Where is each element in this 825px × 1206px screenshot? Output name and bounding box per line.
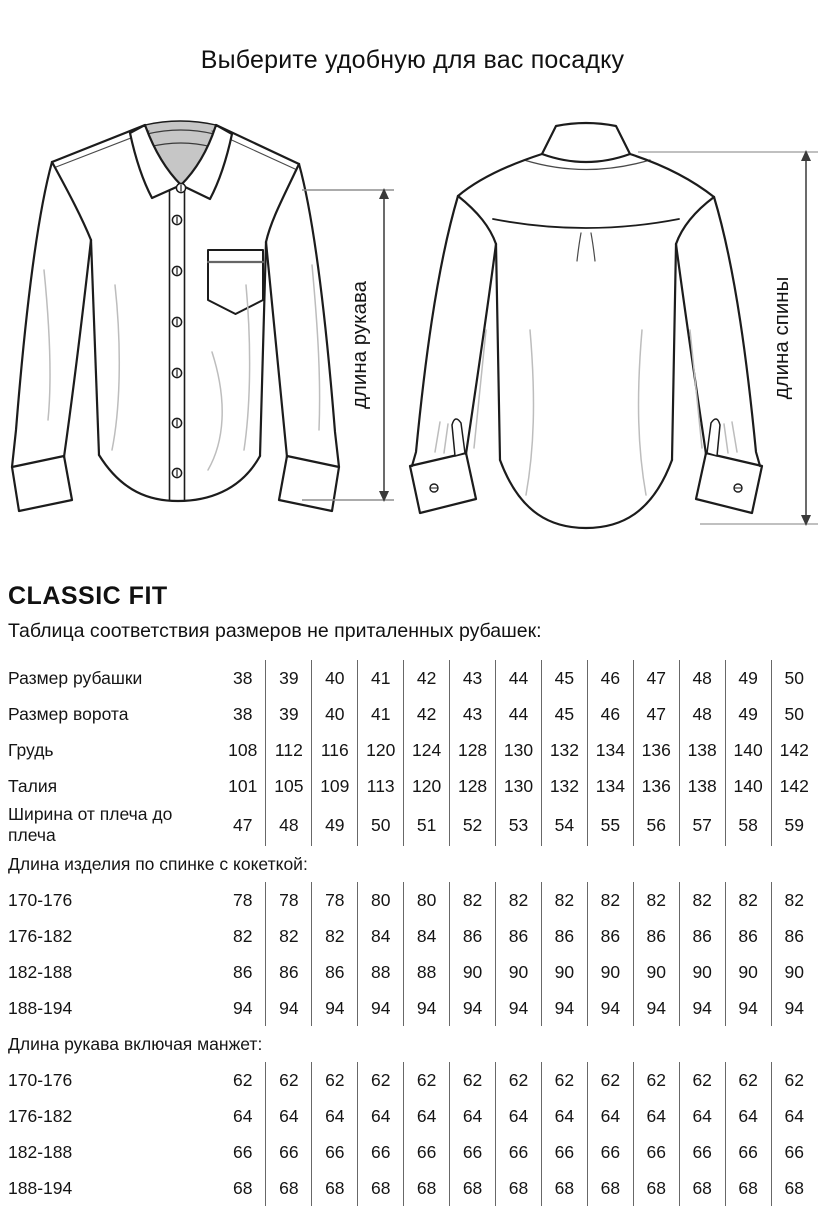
size-value: 47 (633, 660, 679, 696)
size-value: 90 (679, 954, 725, 990)
size-value: 94 (266, 990, 312, 1026)
size-table-body (8, 660, 817, 1206)
size-value: 78 (312, 882, 358, 918)
row-label: 188-194 (8, 997, 73, 1018)
size-value: 90 (771, 954, 817, 990)
size-value: 55 (587, 804, 633, 846)
size-value: 82 (232, 925, 253, 946)
sleeve-length-dimension-arrow (302, 188, 394, 502)
size-value: 86 (312, 954, 358, 990)
size-value: 86 (266, 954, 312, 990)
size-value: 39 (266, 660, 312, 696)
size-value: 64 (679, 1098, 725, 1134)
size-value: 49 (312, 804, 358, 846)
size-value: 94 (587, 990, 633, 1026)
size-value: 66 (679, 1134, 725, 1170)
row-label: 188-194 (8, 1177, 73, 1198)
size-value: 62 (633, 1062, 679, 1098)
size-value: 66 (587, 1134, 633, 1170)
size-value: 66 (541, 1134, 587, 1170)
size-value: 68 (312, 1170, 358, 1206)
table-row (8, 660, 817, 696)
size-value: 68 (771, 1170, 817, 1206)
size-value: 124 (404, 732, 450, 768)
table-row (8, 918, 817, 954)
size-value: 43 (450, 696, 496, 732)
size-value: 116 (312, 732, 358, 768)
front-shirt-drawing (12, 121, 339, 511)
size-value: 62 (679, 1062, 725, 1098)
size-value: 68 (587, 1170, 633, 1206)
size-value: 94 (312, 990, 358, 1026)
size-value: 86 (679, 918, 725, 954)
size-value: 58 (725, 804, 771, 846)
row-label: 176-182 (8, 1105, 73, 1126)
table-row (8, 768, 817, 804)
row-label: Размер рубашки (8, 667, 143, 688)
size-value: 68 (266, 1170, 312, 1206)
size-value: 47 (232, 814, 253, 835)
size-value: 94 (725, 990, 771, 1026)
size-value: 90 (541, 954, 587, 990)
chest-pocket (208, 250, 263, 314)
size-value: 62 (312, 1062, 358, 1098)
size-value: 68 (633, 1170, 679, 1206)
size-value: 86 (541, 918, 587, 954)
size-value: 62 (358, 1062, 404, 1098)
size-value: 86 (771, 918, 817, 954)
size-value: 68 (450, 1170, 496, 1206)
size-value: 38 (232, 667, 253, 688)
table-row (8, 990, 817, 1026)
size-value: 49 (725, 660, 771, 696)
size-value: 84 (358, 918, 404, 954)
size-value: 68 (232, 1177, 253, 1198)
size-value: 86 (232, 961, 253, 982)
size-value: 86 (496, 918, 542, 954)
classic-fit-heading: CLASSIC FIT (8, 582, 168, 610)
table-row (8, 1098, 817, 1134)
size-value: 44 (496, 696, 542, 732)
size-value: 68 (679, 1170, 725, 1206)
size-value: 134 (587, 732, 633, 768)
size-value: 78 (232, 889, 253, 910)
table-section-header: Длина рукава включая манжет: (8, 1033, 263, 1054)
size-value: 128 (450, 732, 496, 768)
size-value: 82 (633, 882, 679, 918)
size-value: 49 (725, 696, 771, 732)
size-value: 56 (633, 804, 679, 846)
table-section-row (8, 1026, 817, 1062)
size-value: 138 (679, 732, 725, 768)
size-value: 90 (587, 954, 633, 990)
size-value: 140 (725, 732, 771, 768)
size-value: 62 (587, 1062, 633, 1098)
size-value: 62 (725, 1062, 771, 1098)
size-table-container (8, 660, 817, 1206)
size-value: 88 (404, 954, 450, 990)
size-value: 39 (266, 696, 312, 732)
size-value: 94 (450, 990, 496, 1026)
size-value: 66 (496, 1134, 542, 1170)
size-value: 62 (496, 1062, 542, 1098)
size-value: 66 (404, 1134, 450, 1170)
size-value: 82 (725, 882, 771, 918)
size-value: 42 (404, 696, 450, 732)
size-value: 94 (679, 990, 725, 1026)
size-value: 59 (771, 804, 817, 846)
back-shirt-drawing (410, 123, 762, 528)
size-value: 120 (358, 732, 404, 768)
size-value: 66 (771, 1134, 817, 1170)
size-value: 50 (771, 696, 817, 732)
size-value: 82 (450, 882, 496, 918)
table-row (8, 954, 817, 990)
size-value: 68 (358, 1170, 404, 1206)
size-value: 51 (404, 804, 450, 846)
size-value: 68 (496, 1170, 542, 1206)
size-value: 46 (587, 660, 633, 696)
size-value: 142 (771, 732, 817, 768)
size-value: 40 (312, 696, 358, 732)
size-value: 105 (266, 768, 312, 804)
size-value: 84 (404, 918, 450, 954)
size-value: 86 (450, 918, 496, 954)
size-value: 41 (358, 696, 404, 732)
size-value: 90 (496, 954, 542, 990)
size-value: 128 (450, 768, 496, 804)
size-value: 109 (312, 768, 358, 804)
size-value: 88 (358, 954, 404, 990)
size-value: 94 (771, 990, 817, 1026)
size-value: 62 (266, 1062, 312, 1098)
table-section-row (8, 846, 817, 882)
table-row (8, 1170, 817, 1206)
size-value: 43 (450, 660, 496, 696)
size-value: 47 (633, 696, 679, 732)
size-value: 82 (496, 882, 542, 918)
page-title: Выберите удобную для вас посадку (200, 46, 625, 74)
size-value: 136 (633, 732, 679, 768)
size-value: 64 (312, 1098, 358, 1134)
size-value: 53 (496, 804, 542, 846)
size-value: 64 (358, 1098, 404, 1134)
size-value: 68 (541, 1170, 587, 1206)
size-value: 66 (358, 1134, 404, 1170)
size-value: 64 (266, 1098, 312, 1134)
size-value: 113 (358, 768, 404, 804)
table-row (8, 732, 817, 768)
size-value: 90 (633, 954, 679, 990)
size-value: 40 (312, 660, 358, 696)
size-value: 80 (358, 882, 404, 918)
row-label: Грудь (8, 739, 54, 760)
size-value: 101 (228, 775, 258, 796)
size-value: 136 (633, 768, 679, 804)
shirt-size-diagram (0, 100, 825, 552)
table-row (8, 1134, 817, 1170)
size-value: 48 (679, 696, 725, 732)
size-value: 41 (358, 660, 404, 696)
size-value: 80 (404, 882, 450, 918)
size-value: 94 (232, 997, 253, 1018)
size-value: 46 (587, 696, 633, 732)
size-value: 82 (679, 882, 725, 918)
size-value: 62 (541, 1062, 587, 1098)
size-value: 68 (725, 1170, 771, 1206)
size-value: 66 (312, 1134, 358, 1170)
size-value: 64 (587, 1098, 633, 1134)
size-value: 108 (228, 739, 258, 760)
size-value: 82 (771, 882, 817, 918)
size-value: 66 (266, 1134, 312, 1170)
sleeve-length-label: длина рукава (348, 280, 371, 410)
size-value: 44 (496, 660, 542, 696)
size-value: 66 (725, 1134, 771, 1170)
size-value: 132 (541, 732, 587, 768)
back-length-dimension-arrow (638, 150, 818, 526)
size-value: 66 (232, 1141, 253, 1162)
size-value: 38 (232, 703, 253, 724)
row-label: 176-182 (8, 925, 73, 946)
size-value: 50 (771, 660, 817, 696)
size-value: 64 (725, 1098, 771, 1134)
size-value: 94 (496, 990, 542, 1026)
size-value: 86 (725, 918, 771, 954)
row-label: 170-176 (8, 1069, 73, 1090)
size-value: 66 (633, 1134, 679, 1170)
row-label: Талия (8, 775, 58, 796)
table-row (8, 696, 817, 732)
size-value: 48 (679, 660, 725, 696)
size-value: 64 (633, 1098, 679, 1134)
size-value: 134 (587, 768, 633, 804)
row-label: 170-176 (8, 889, 73, 910)
size-value: 94 (541, 990, 587, 1026)
size-value: 64 (404, 1098, 450, 1134)
size-value: 54 (541, 804, 587, 846)
table-row (8, 1062, 817, 1098)
size-value: 140 (725, 768, 771, 804)
size-value: 64 (496, 1098, 542, 1134)
size-value: 57 (679, 804, 725, 846)
size-value: 64 (232, 1105, 253, 1126)
size-value: 120 (404, 768, 450, 804)
size-value: 86 (633, 918, 679, 954)
size-value: 45 (541, 696, 587, 732)
size-value: 64 (450, 1098, 496, 1134)
size-value: 50 (358, 804, 404, 846)
size-value: 62 (450, 1062, 496, 1098)
size-value: 90 (725, 954, 771, 990)
row-label: Размер ворота (8, 703, 129, 724)
row-label: 182-188 (8, 1141, 73, 1162)
size-value: 48 (266, 804, 312, 846)
size-value: 86 (587, 918, 633, 954)
table-section-header: Длина изделия по спинке с кокеткой: (8, 853, 308, 874)
size-value: 82 (541, 882, 587, 918)
size-value: 90 (450, 954, 496, 990)
table-row (8, 804, 817, 846)
size-value: 64 (541, 1098, 587, 1134)
size-value: 68 (404, 1170, 450, 1206)
size-value: 52 (450, 804, 496, 846)
size-value: 42 (404, 660, 450, 696)
size-value: 82 (266, 918, 312, 954)
size-value: 112 (266, 732, 312, 768)
size-value: 66 (450, 1134, 496, 1170)
size-value: 62 (404, 1062, 450, 1098)
size-value: 82 (312, 918, 358, 954)
size-table (8, 660, 817, 1206)
size-value: 78 (266, 882, 312, 918)
size-table-subtitle: Таблица соответствия размеров не приталенных рубашек: (8, 620, 542, 642)
front-buttons (172, 183, 185, 477)
size-value: 132 (541, 768, 587, 804)
row-label: Ширина от плеча до плеча (8, 804, 173, 845)
size-value: 94 (358, 990, 404, 1026)
table-row (8, 882, 817, 918)
size-value: 94 (633, 990, 679, 1026)
back-length-label: длина спины (770, 276, 793, 400)
size-value: 45 (541, 660, 587, 696)
size-value: 130 (496, 732, 542, 768)
size-value: 130 (496, 768, 542, 804)
size-value: 138 (679, 768, 725, 804)
size-value: 94 (404, 990, 450, 1026)
size-value: 64 (771, 1098, 817, 1134)
size-value: 62 (232, 1069, 253, 1090)
size-value: 142 (771, 768, 817, 804)
row-label: 182-188 (8, 961, 73, 982)
size-value: 62 (771, 1062, 817, 1098)
size-value: 82 (587, 882, 633, 918)
